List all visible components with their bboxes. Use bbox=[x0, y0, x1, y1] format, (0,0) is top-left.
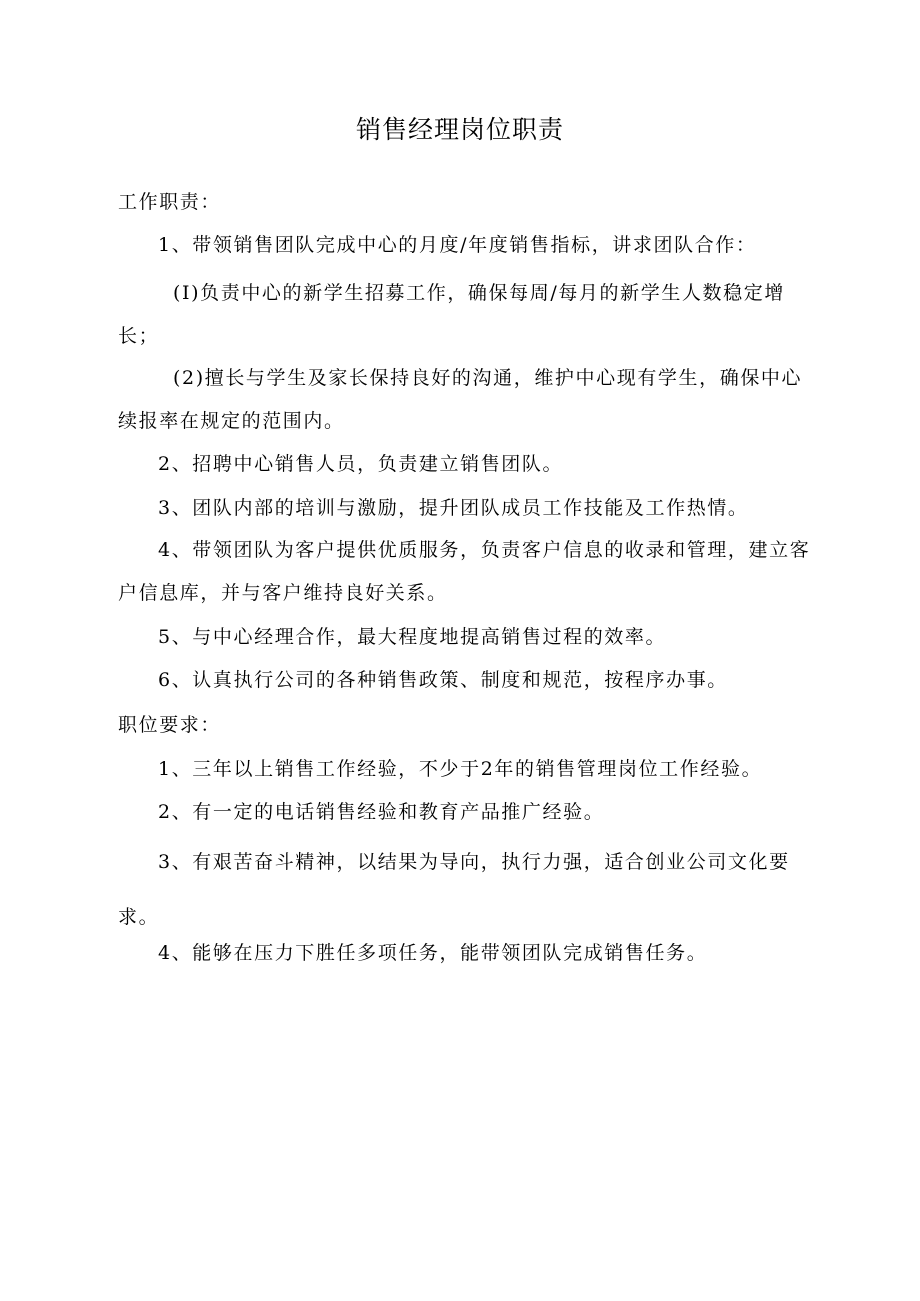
duty-item-1b: (2)擅长与学生及家长保持良好的沟通，维护中心现有学生，确保中心续报率在规定的范围内。 bbox=[118, 367, 803, 432]
duty-item-1a: (I)负责中心的新学生招募工作，确保每周/每月的新学生人数稳定增长； bbox=[118, 282, 785, 347]
requirement-item-2: 2、有一定的电话销售经验和教育产品推广经验。 bbox=[158, 801, 605, 823]
duty-item-2: 2、招聘中心销售人员，负责建立销售团队。 bbox=[158, 453, 564, 475]
duty-item-5: 5、与中心经理合作，最大程度地提高销售过程的效率。 bbox=[158, 626, 667, 648]
requirement-item-4: 4、能够在压力下胜任多项任务，能带领团队完成销售任务。 bbox=[158, 942, 708, 964]
requirements-heading: 职位要求： bbox=[118, 714, 222, 736]
duties-heading: 工作职责： bbox=[118, 191, 222, 213]
document-title: 销售经理岗位职责 bbox=[355, 115, 564, 144]
duty-item-6: 6、认真执行公司的各种销售政策、制度和规范，按程序办事。 bbox=[158, 669, 728, 691]
duty-item-4: 4、带领团队为客户提供优质服务，负责客户信息的收录和管理，建立客户信息库，并与客户维持良好关系。 bbox=[118, 539, 811, 604]
requirement-item-3: 3、有艰苦奋斗精神，以结果为导向，执行力强，适合创业公司文化要求。 bbox=[118, 851, 790, 928]
duty-item-3: 3、团队内部的培训与激励，提升团队成员工作技能及工作热情。 bbox=[158, 497, 749, 519]
duty-item-1: 1、带领销售团队完成中心的月度/年度销售指标，讲求团队合作： bbox=[158, 234, 757, 256]
requirement-item-1: 1、三年以上销售工作经验，不少于2年的销售管理岗位工作经验。 bbox=[158, 758, 763, 780]
